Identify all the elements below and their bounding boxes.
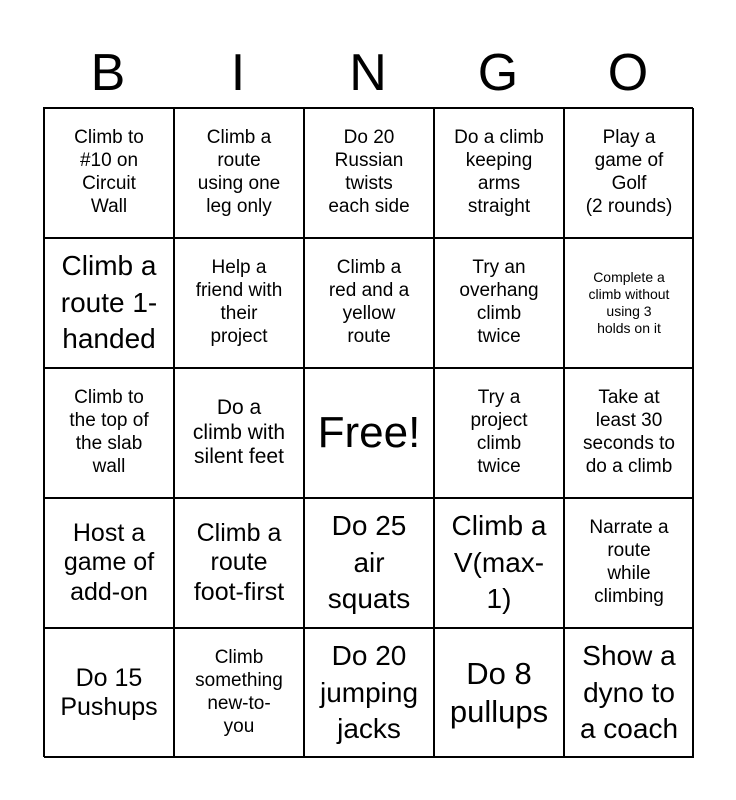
cell-text: Complete a climb without using 3 holds on it — [588, 268, 670, 337]
cell-text: Climb a route using one leg only — [197, 127, 281, 217]
bingo-header — [43, 40, 693, 106]
header-letter-g: G — [477, 44, 519, 102]
cell-text: Do 25 air squats — [327, 510, 411, 615]
bingo-cell-r5-c3[interactable] — [304, 628, 434, 758]
bingo-cell-r2-c2[interactable] — [174, 238, 304, 368]
bingo-cell-r4-c1[interactable] — [44, 498, 174, 628]
cell-text: Take at least 30 seconds to do a climb — [583, 387, 675, 477]
cell-text: Do a climb with silent feet — [192, 395, 286, 469]
header-letter-n: N — [349, 44, 387, 102]
bingo-cell-r5-c1[interactable] — [44, 628, 174, 758]
bingo-cell-r4-c4[interactable] — [434, 498, 564, 628]
bingo-cell-r5-c2[interactable] — [174, 628, 304, 758]
header-letter-i: I — [230, 44, 246, 102]
cell-text: Climb a route 1- handed — [60, 250, 158, 355]
cell-text: Do a climb keeping arms straight — [454, 127, 544, 217]
cell-text: Help a friend with their project — [195, 257, 283, 347]
cell-text: Climb a V(max- 1) — [451, 510, 547, 615]
bingo-cell-r2-c1[interactable] — [44, 238, 174, 368]
free-space-text: Free! — [317, 407, 421, 457]
cell-text: Climb a red and a yellow route — [328, 257, 410, 347]
bingo-cell-r5-c5[interactable] — [564, 628, 694, 758]
cell-text: Climb to #10 on Circuit Wall — [74, 127, 144, 217]
bingo-board — [43, 107, 693, 757]
header-letter-o: O — [607, 44, 649, 102]
header-letter-b: B — [90, 44, 126, 102]
bingo-cell-free-space[interactable] — [304, 368, 434, 498]
bingo-cell-r1-c3[interactable] — [304, 108, 434, 238]
bingo-cell-r4-c5[interactable] — [564, 498, 694, 628]
cell-text: Climb a route foot-first — [193, 518, 285, 606]
bingo-cell-r2-c3[interactable] — [304, 238, 434, 368]
bingo-cell-r1-c4[interactable] — [434, 108, 564, 238]
bingo-cell-r1-c5[interactable] — [564, 108, 694, 238]
cell-text: Climb something new-to- you — [195, 647, 283, 737]
bingo-cell-r3-c5[interactable] — [564, 368, 694, 498]
cell-text: Do 15 Pushups — [60, 663, 158, 721]
cell-text: Do 8 pullups — [449, 656, 549, 729]
bingo-cell-r4-c2[interactable] — [174, 498, 304, 628]
bingo-cell-r3-c2[interactable] — [174, 368, 304, 498]
bingo-cell-r2-c5[interactable] — [564, 238, 694, 368]
cell-text: Play a game of Golf (2 rounds) — [585, 127, 673, 217]
cell-text: Climb to the top of the slab wall — [69, 387, 149, 477]
cell-text: Do 20 Russian twists each side — [328, 127, 410, 217]
cell-text: Host a game of add-on — [63, 518, 155, 606]
cell-text: Try a project climb twice — [470, 387, 528, 477]
bingo-cell-r5-c4[interactable] — [434, 628, 564, 758]
bingo-cell-r1-c1[interactable] — [44, 108, 174, 238]
bingo-cell-r3-c1[interactable] — [44, 368, 174, 498]
bingo-cell-r3-c4[interactable] — [434, 368, 564, 498]
bingo-cell-r4-c3[interactable] — [304, 498, 434, 628]
bingo-cell-r2-c4[interactable] — [434, 238, 564, 368]
cell-text: Do 20 jumping jacks — [319, 640, 419, 745]
cell-text: Show a dyno to a coach — [579, 640, 679, 745]
bingo-cell-r1-c2[interactable] — [174, 108, 304, 238]
cell-text: Narrate a route while climbing — [589, 517, 669, 607]
cell-text: Try an overhang climb twice — [459, 257, 539, 347]
